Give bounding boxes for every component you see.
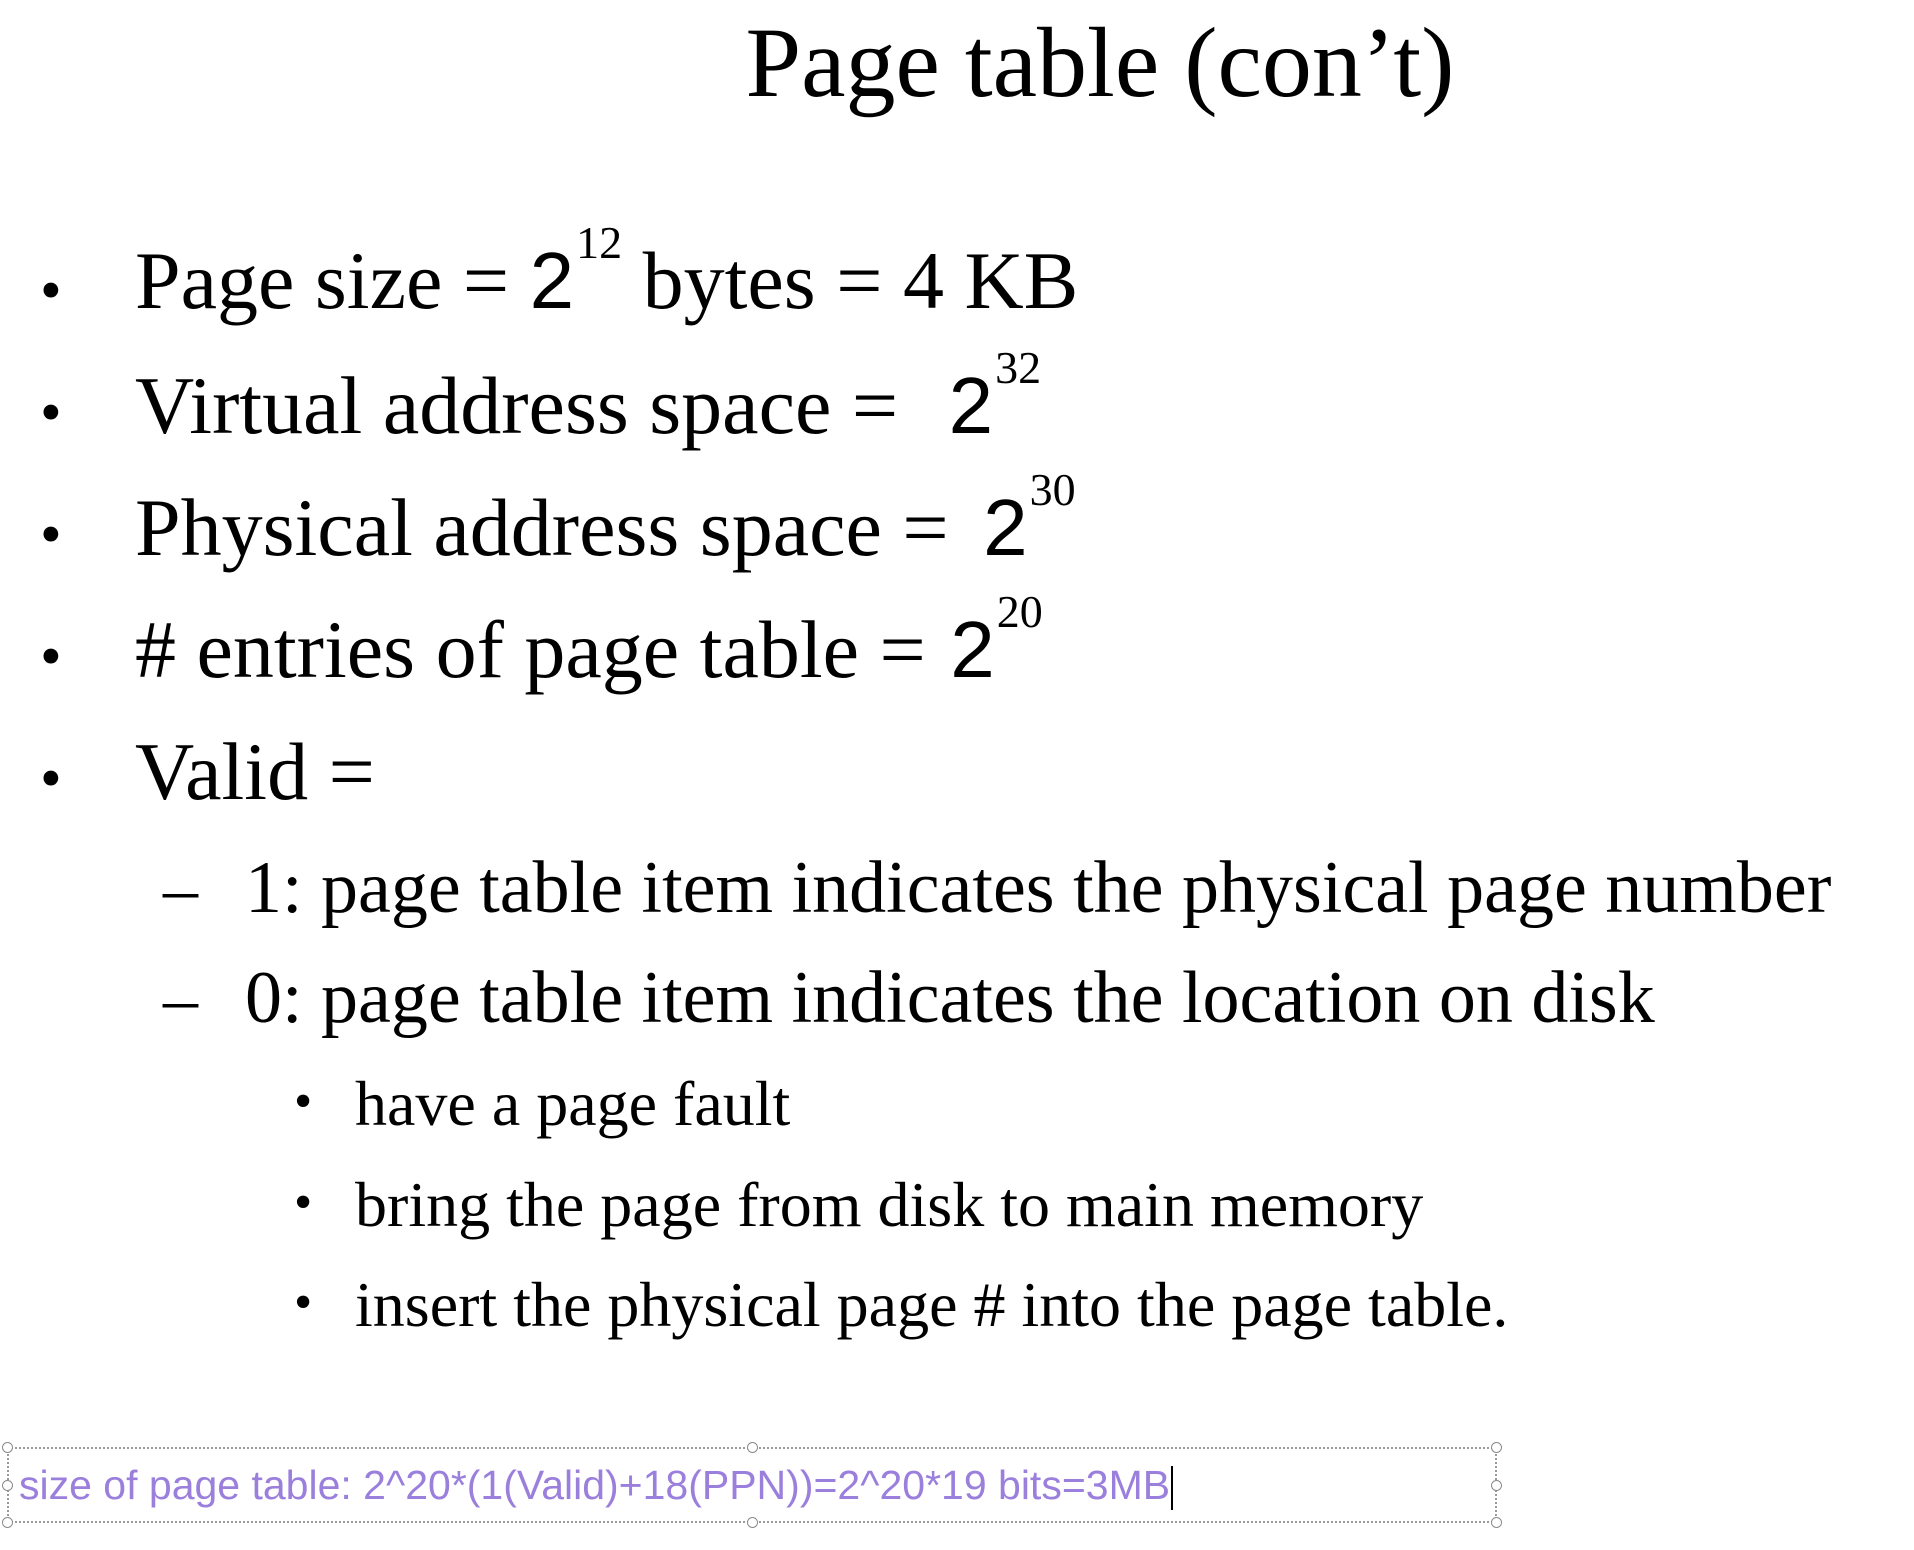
resize-handle-top-right[interactable] (1491, 1442, 1502, 1453)
bullet-valid (135, 726, 375, 817)
note-text-line[interactable] (19, 1461, 1173, 1510)
power-base: 2 (950, 605, 995, 694)
bullet-page-size (135, 217, 1079, 326)
resize-handle-bottom-right[interactable] (1491, 1517, 1502, 1528)
sub-bullet-marker: – (163, 961, 198, 1038)
bullet-text: Physical address space = (135, 482, 970, 573)
power-exponent: 20 (996, 586, 1043, 637)
bullet-marker: • (40, 501, 62, 569)
sub-sub-bullet-marker: • (294, 1174, 313, 1231)
power-base: 2 (529, 236, 575, 325)
selected-text-box[interactable] (7, 1447, 1497, 1523)
power-base: 2 (948, 361, 994, 450)
sub-bullet-marker: – (163, 851, 198, 928)
resize-handle-middle-right[interactable] (1491, 1480, 1502, 1491)
sub-sub-bullet-marker: • (294, 1073, 313, 1130)
bullet-text: # entries of page table = (135, 604, 947, 695)
sub-sub-bullet-page-fault: have a page fault (355, 1068, 791, 1139)
resize-handle-bottom-left[interactable] (2, 1517, 13, 1528)
bullet-marker: • (40, 379, 62, 447)
bullet-page-table-entries (135, 586, 1043, 695)
bullet-physical-address-space (135, 464, 1076, 573)
resize-handle-middle-left[interactable] (2, 1480, 13, 1491)
bullet-marker: • (40, 745, 62, 813)
sub-sub-bullet-marker: • (294, 1274, 313, 1331)
bullet-marker: • (40, 623, 62, 691)
sub-sub-bullet-bring-page: bring the page from disk to main memory (355, 1169, 1424, 1240)
power-exponent: 12 (576, 217, 623, 268)
resize-handle-bottom-center[interactable] (747, 1517, 758, 1528)
page-table-size-note[interactable]: size of page table: 2^20*(1(Valid)+18(PPN))=2^20*19 bits=3MB (19, 1462, 1171, 1508)
slide-title: Page table (con’t) (745, 7, 1455, 118)
text-cursor (1171, 1466, 1173, 1510)
resize-handle-top-left[interactable] (2, 1442, 13, 1453)
bullet-marker: • (40, 257, 62, 325)
power-exponent: 32 (995, 342, 1042, 393)
bullet-text: bytes = 4 KB (622, 235, 1079, 326)
bullet-virtual-address-space (135, 342, 1042, 451)
sub-bullet-valid-one: 1: page table item indicates the physical page number (245, 847, 1832, 929)
bullet-text: Virtual address space = (135, 360, 919, 451)
sub-bullet-valid-zero: 0: page table item indicates the location on disk (245, 957, 1655, 1039)
sub-sub-bullet-insert-ppn: insert the physical page # into the page table. (355, 1269, 1509, 1340)
bullet-text: Page size = (135, 235, 530, 326)
power-base: 2 (983, 483, 1028, 572)
power-exponent: 30 (1029, 464, 1076, 515)
bullet-text: Valid = (135, 726, 375, 817)
resize-handle-top-center[interactable] (747, 1442, 758, 1453)
